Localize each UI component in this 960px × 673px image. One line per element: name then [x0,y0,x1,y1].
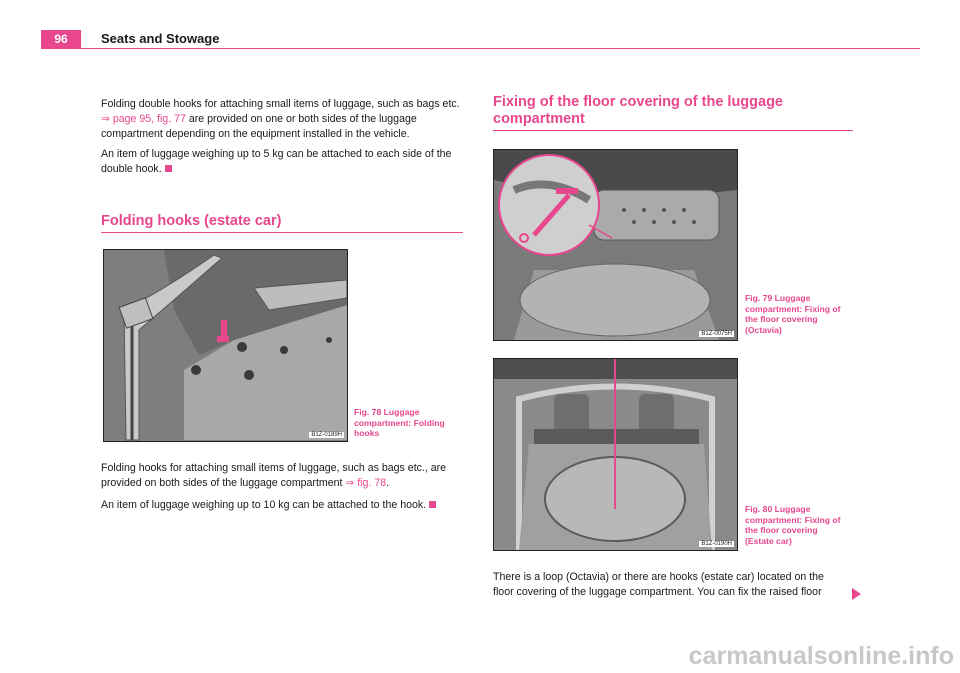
section-heading-folding-hooks: Folding hooks (estate car) [101,213,282,229]
floor-covering-paragraph [493,570,863,600]
figure-79-image [493,149,738,341]
figure-80-image [493,358,738,551]
cross-ref-link-fig78[interactable]: ⇒ fig. 78 [345,477,387,489]
watermark-text: carmanualsonline.info [688,642,954,670]
end-marker-icon [429,501,436,508]
heading-line: Fixing of the floor covering of the luggage [493,94,783,110]
weight-limit-paragraph-double-hook [101,147,463,177]
heading-line: compartment [493,111,585,127]
section-heading-rule [101,232,463,233]
caption-line: Fig. 79 Luggage [745,293,811,303]
caption-line: (Estate car) [745,535,792,546]
para-text: floor covering of the luggage compartment. You can fix the raised floor [493,586,822,598]
figure-79-caption [745,293,860,335]
para-text: An item of luggage weighing up to 5 kg can be attached to each side of the double hook. [101,148,452,175]
figure-code-label: B1Z-0190H [701,541,732,547]
para-text: are provided on one or both sides of the luggage compartment depending on the equipment installed in the vehicle. [101,113,417,140]
header-divider [41,48,920,49]
caption-line: Fig. 78 Luggage [354,407,420,417]
section-heading-floor-covering [493,94,853,128]
folding-hooks-paragraph [101,461,469,491]
intro-paragraph-double-hooks [101,97,463,142]
caption-line: Fig. 80 Luggage [745,504,811,514]
figure-code-label: B1Z-0075H [701,331,732,337]
caption-line: (Octavia) [745,324,782,335]
weight-limit-paragraph-hook [101,498,463,513]
caption-line: the floor covering [745,525,818,535]
page-number-badge: 96 [41,30,81,48]
luggage-hook-illustration [104,250,347,441]
para-text: . [386,477,390,489]
cross-ref-link-fig77[interactable]: ⇒ page 95, fig. 77 [101,113,186,125]
caption-line: compartment: Fixing of [745,514,841,525]
end-marker-icon [165,165,172,172]
section-heading-rule [493,130,853,131]
caption-line: hooks [354,428,380,438]
figure-80-caption [745,504,860,546]
para-text: Folding double hooks for attaching small items of luggage, such as bags etc. [101,98,460,110]
floor-covering-estate-illustration [494,359,737,550]
figure-78-image [103,249,348,442]
para-text: An item of luggage weighing up to 10 kg can be attached to the hook. [101,499,427,511]
figure-code-label: B1Z-0189H [311,432,342,438]
page-header-title: Seats and Stowage [101,31,220,46]
para-text: Folding hooks for attaching small items of luggage, such as bags etc., are provided on both sides of the luggage compartment [101,462,447,489]
para-text: There is a loop (Octavia) or there are hooks (estate car) located on the [493,571,824,583]
caption-line: the floor covering [745,314,818,324]
caption-line: compartment: Fixing of [745,303,841,314]
figure-78-caption [354,407,464,439]
continue-arrow-icon [852,588,861,600]
caption-line: compartment: Folding [354,417,445,428]
floor-covering-octavia-illustration [494,150,737,340]
